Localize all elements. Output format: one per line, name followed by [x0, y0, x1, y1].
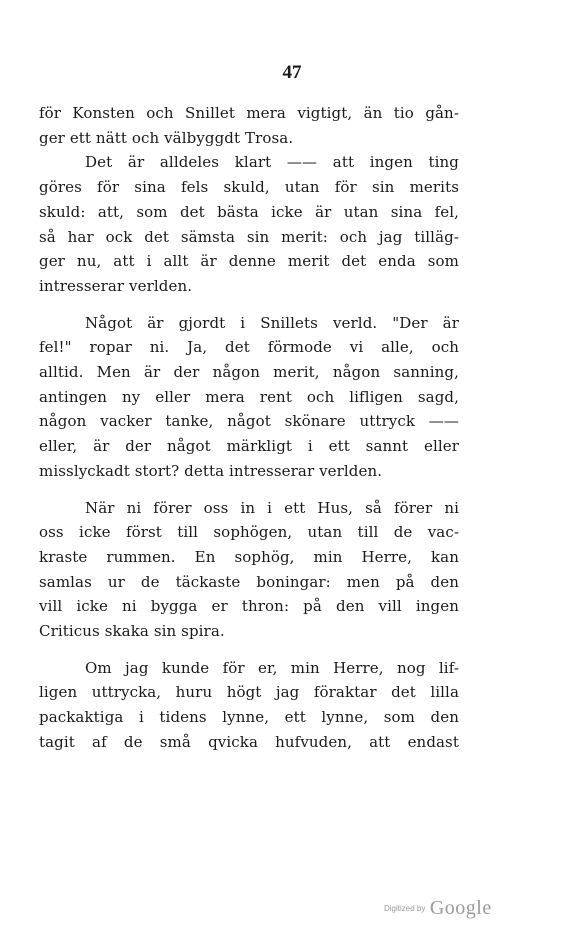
text-line: tagit af de små qvicka hufvuden, att endast	[39, 732, 459, 751]
text-line: eller, är der något märkligt i ett sannt eller	[39, 437, 459, 456]
page-body-text	[39, 101, 459, 755]
text-line: packaktiga i tidens lynne, ett lynne, som den	[39, 708, 459, 727]
text-line: intresserar verlden.	[39, 276, 193, 295]
text-line: Något är gjordt i Snillets verld. "Der är	[85, 313, 459, 332]
text-line: för Konsten och Snillet mera vigtigt, än tio gån-	[39, 104, 459, 122]
paragraph-gap	[39, 484, 459, 496]
page-number: 47	[282, 62, 302, 83]
text-line: När ni förer oss in i ett Hus, så förer ni	[85, 498, 459, 517]
text-line: Det är alldeles klart —— att ingen ting	[85, 153, 459, 172]
text-line: ger nu, att i allt är denne merit det enda som	[39, 252, 459, 271]
paragraph-gap	[39, 299, 459, 311]
text-line: Om jag kunde för er, min Herre, nog lif-	[85, 658, 459, 677]
digitized-by-google-watermark	[384, 897, 524, 920]
text-line: göres för sina fels skuld, utan för sin merits	[39, 178, 459, 197]
text-line: ger ett nätt och välbyggdt Trosa.	[39, 128, 294, 147]
text-line: någon vacker tanke, något skönare uttryck ——	[39, 412, 459, 431]
google-logo: Google	[429, 897, 492, 919]
text-line: vill icke ni bygga er thron: på den vill ingen	[39, 597, 459, 616]
text-line: alltid. Men är der någon merit, någon sanning,	[39, 363, 459, 382]
text-line: kraste rummen. En sophög, min Herre, kan	[39, 547, 459, 566]
text-line: så har ock det sämsta sin merit: och jag tilläg-	[39, 227, 459, 246]
text-line: skuld: att, som det bästa icke är utan sina fel,	[39, 202, 459, 221]
text-line: antingen ny eller mera rent och lifligen sagd,	[39, 387, 459, 406]
text-line: Criticus skaka sin spira.	[39, 622, 225, 641]
text-line: oss icke först till sophögen, utan till de vac-	[39, 523, 459, 542]
paragraph-gap	[39, 644, 459, 656]
text-line: samlas ur de täckaste boningar: men på den	[39, 572, 459, 591]
text-line: fel!" ropar ni. Ja, det förmode vi alle, och	[39, 338, 459, 357]
watermark-prefix: Digitized by	[384, 904, 426, 913]
text-line: ligen uttrycka, huru högt jag föraktar det lilla	[39, 683, 459, 702]
text-line: misslyckadt stort? detta intresserar verlden.	[39, 461, 383, 480]
